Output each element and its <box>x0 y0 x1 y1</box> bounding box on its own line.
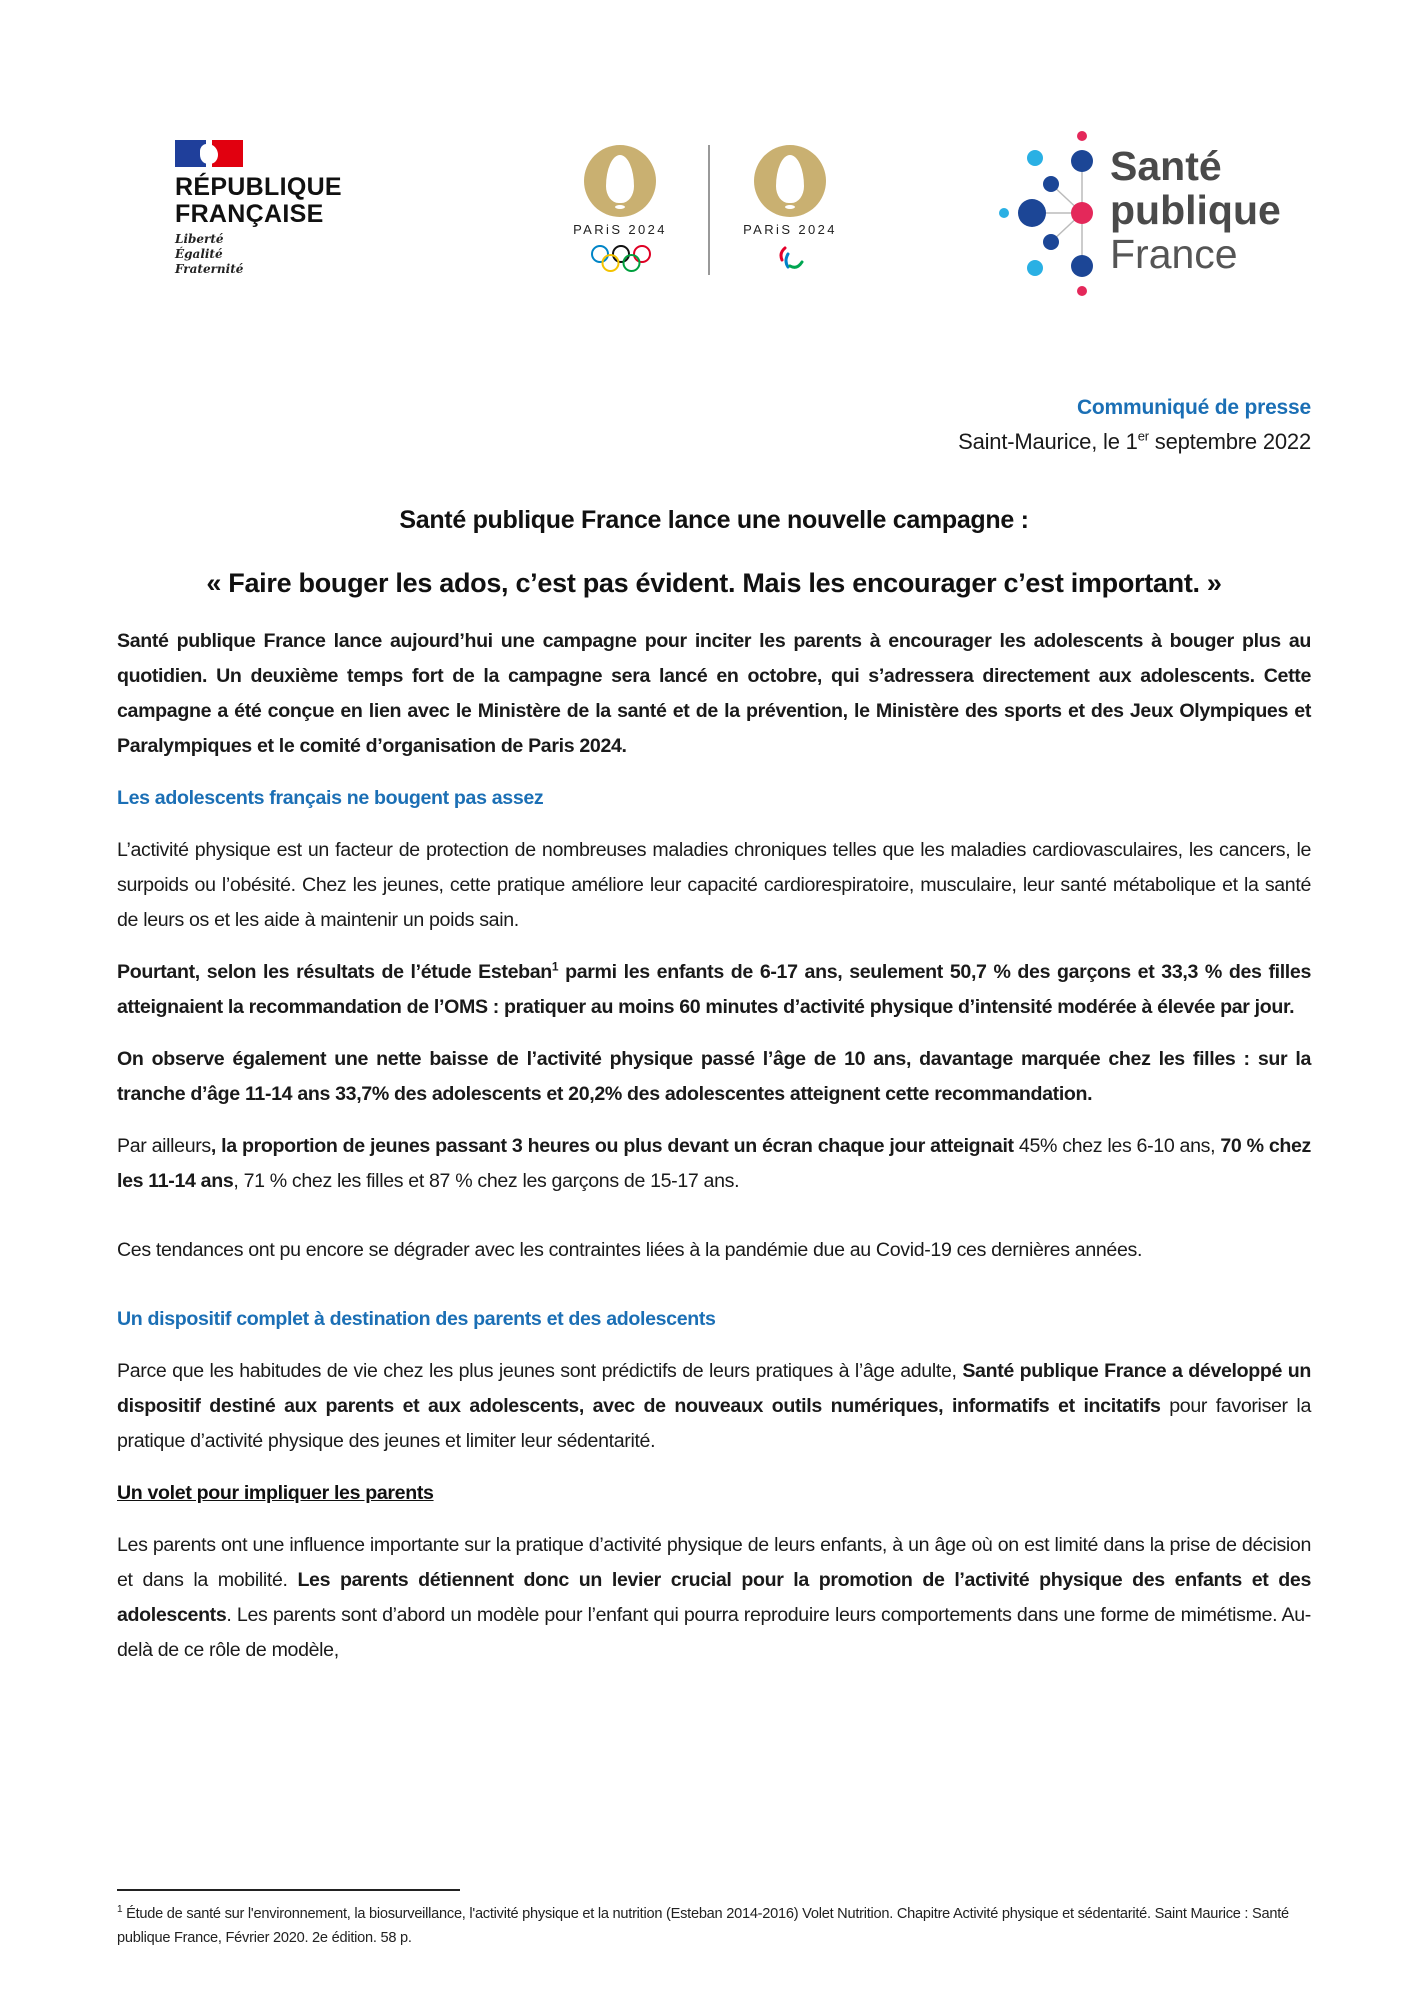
sante-publique-france-logo <box>995 128 1295 298</box>
paris-2024-paralympic-logo <box>730 140 850 280</box>
molecule-network-icon <box>995 128 1105 298</box>
paris-2024-olympic-logo <box>560 140 680 280</box>
paris-2024-logos <box>560 140 860 280</box>
footnote-ref[interactable]: 1 <box>551 959 559 974</box>
paris-2024-text: PARiS 2024 <box>573 222 667 237</box>
paris-2024-text: PARiS 2024 <box>743 222 837 237</box>
intro-paragraph: Santé publique France lance aujourd’hui une campagne pour inciter les parents à encourager les adolescents à bouger plus au quotidien. Un deuxième temps fort de la campagne sera lancé en octobre, qui s’adressera directement aux adolescents. Cette campagne a été conçue en lien avec le Ministère de la santé et de la prévention, le Ministère des sports et des Jeux Olympiques et Paralympiques et le comité d’organisation de Paris 2024. <box>117 630 1311 757</box>
flame-emblem-icon <box>584 145 656 217</box>
section-heading-adolescents: Les adolescents français ne bougent pas assez <box>117 787 544 809</box>
section-heading-dispositif: Un dispositif complet à destination des parents et des adolescents <box>117 1308 716 1330</box>
campaign-slogan: « Faire bouger les ados, c’est pas évident. Mais les encourager c’est important. » <box>206 568 1222 598</box>
paragraph-dispositif: Parce que les habitudes de vie chez les plus jeunes sont prédictifs de leurs pratiques à l’âge adulte, Santé publique France a développé un dispositif destiné aux parents et aux adolescents, avec de nouveaux outils numériques, informatifs et incitatifs pour favoriser la pratique d’activité physique des jeunes et limiter leur sédentarité. <box>117 1360 1311 1452</box>
paragraph-age-decline: On observe également une nette baisse de l’activité physique passé l’âge de 10 ans, davantage marquée chez les filles : sur la tranche d’âge 11-14 ans 33,7% des adolescents et 20,2% des adolescentes atteignent cette recommandation. <box>117 1048 1311 1105</box>
paragraph-covid: Ces tendances ont pu encore se dégrader avec les contraintes liées à la pandémie due au Covid-19 ces dernières années. <box>117 1239 1143 1261</box>
olympic-rings-icon <box>590 244 652 274</box>
paragraph-parents-influence: Les parents ont une influence importante sur la pratique d’activité physique de leurs enfants, à un âge où on est limité dans la prise de décision et dans la mobilité. Les parents détiennent donc un levier crucial pour la promotion de l’activité physique des enfants et des adolescents. Les parents sont d’abord un modèle pour l’enfant qui pourra reproduire leurs comportements dans une forme de mimétisme. Au-delà de ce rôle de modèle, <box>117 1534 1312 1661</box>
page-title: Santé publique France lance une nouvelle campagne : <box>399 506 1029 534</box>
republique-francaise-logo <box>175 140 345 280</box>
paragraph-esteban-results: Pourtant, selon les résultats de l’étude Esteban$^1$ parmi les enfants de 6-17 ans, seulement 50,7 % des garçons et 33,3 % des filles atteignaient la recommandation de l’OMS : pratiquer au moins 60 minutes d’activité physique d’intensité modérée à élevée par jour. <box>117 959 1311 1018</box>
republique-francaise-name: RÉPUBLIQUE FRANÇAISE <box>175 173 342 228</box>
republique-motto: Liberté Égalité Fraternité <box>175 232 244 276</box>
subheading-parents: Un volet pour impliquer les parents <box>117 1482 434 1504</box>
article-body <box>117 624 1311 1685</box>
flame-emblem-icon <box>754 145 826 217</box>
marianne-flag-icon <box>175 140 243 167</box>
footnote: $^1$ Étude de santé sur l'environnement, la biosurveillance, l'activité physique et la nutrition (Esteban 2014-2016) Volet Nutrition. Chapitre Activité physique et sédentarité. Saint Maurice : Santé publique France, Février 2020. 2e édition. 58 p. <box>117 1904 1289 1946</box>
press-release-label: Communiqué de presse <box>1076 396 1311 419</box>
paralympic-agitos-icon <box>776 244 806 274</box>
paragraph-screen-time: Par ailleurs, la proportion de jeunes passant 3 heures ou plus devant un écran chaque jour atteignait 45% chez les 6-10 ans, 70 % chez les 11-14 ans, 71 % chez les filles et 87 % chez les garçons de 15-17 ans. <box>117 1135 1312 1192</box>
sante-publique-france-wordmark: Santé publique France <box>1110 143 1281 277</box>
dateline: Saint-Maurice, le 1er septembre 2022 <box>958 428 1311 454</box>
logo-divider <box>708 145 710 275</box>
footnote-separator <box>117 1889 460 1891</box>
paragraph-activity-benefits: L’activité physique est un facteur de protection de nombreuses maladies chroniques telles que les maladies cardiovasculaires, les cancers, le surpoids ou l’obésité. Chez les jeunes, cette pratique améliore leur capacité cardiorespiratoire, musculaire, leur santé métabolique et la santé de leurs os et les aide à maintenir un poids sain. <box>117 839 1311 931</box>
